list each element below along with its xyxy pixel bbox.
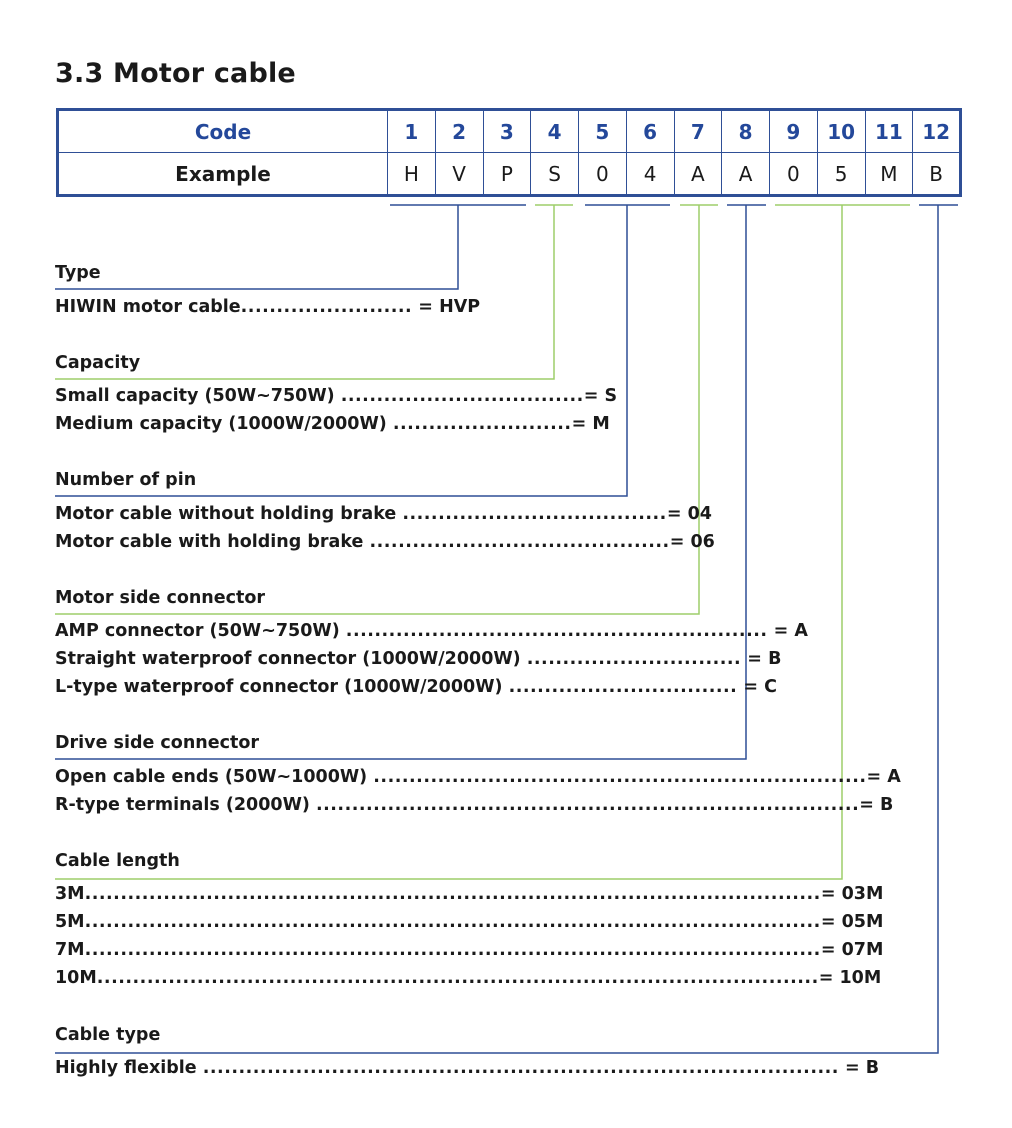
leader-dots: ......................... <box>392 414 572 434</box>
option-line <box>55 386 617 406</box>
code-position: 8 <box>722 110 770 153</box>
option-line <box>55 677 777 697</box>
option-label: Motor cable with holding brake <box>55 532 370 552</box>
option-value: = B <box>859 795 894 815</box>
option-label: L-type waterproof connector (1000W/2000W) <box>55 677 509 697</box>
option-value: = 10M <box>818 968 882 988</box>
option-label: 3M <box>55 884 85 904</box>
option-label: R-type terminals (2000W) <box>55 795 316 815</box>
option-line <box>55 795 893 815</box>
example-char: B <box>913 153 961 196</box>
example-char: 0 <box>770 153 818 196</box>
option-value: = 03M <box>820 884 884 904</box>
option-label: 10M <box>55 968 97 988</box>
option-label: 5M <box>55 912 85 932</box>
option-line <box>55 968 881 988</box>
code-position: 9 <box>770 110 818 153</box>
option-line <box>55 621 808 641</box>
code-position: 12 <box>913 110 961 153</box>
code-position: 5 <box>579 110 627 153</box>
leader-dots: ......................................................................................... <box>202 1058 839 1078</box>
option-value: = 04 <box>666 504 712 524</box>
option-line <box>55 297 480 317</box>
code-position: 2 <box>435 110 483 153</box>
leader-dots: .................................. <box>340 386 584 406</box>
code-position: 11 <box>865 110 913 153</box>
option-label: Open cable ends (50W~1000W) <box>55 767 374 787</box>
option-value: = A <box>866 767 901 787</box>
option-label: Highly flexible <box>55 1058 203 1078</box>
section-title-pin: Number of pin <box>55 470 197 490</box>
page-title: 3.3 Motor cable <box>55 58 296 89</box>
leader-dots: ........................ <box>240 297 413 317</box>
option-line <box>55 414 610 434</box>
example-char: 5 <box>817 153 865 196</box>
example-char: A <box>674 153 722 196</box>
option-value: = HVP <box>412 297 481 317</box>
leader-dots: ....................................................................................................... <box>84 912 821 932</box>
section-title-capacity: Capacity <box>55 353 141 373</box>
option-label: Small capacity (50W~750W) <box>55 386 341 406</box>
code-position: 1 <box>388 110 436 153</box>
option-label: Motor cable without holding brake <box>55 504 403 524</box>
code-position: 4 <box>531 110 579 153</box>
option-line <box>55 532 715 552</box>
option-label: 7M <box>55 940 85 960</box>
example-char: V <box>435 153 483 196</box>
example-char: P <box>483 153 531 196</box>
option-line <box>55 912 883 932</box>
code-position: 6 <box>626 110 674 153</box>
leader-dots: ..................................................................... <box>373 767 867 787</box>
option-label: HIWIN motor cable <box>55 297 241 317</box>
option-line <box>55 1058 879 1078</box>
leader-pin <box>55 205 670 496</box>
code-position: 10 <box>817 110 865 153</box>
section-title-cable-length: Cable length <box>55 851 180 871</box>
option-value: = B <box>741 649 782 669</box>
code-position: 3 <box>483 110 531 153</box>
option-value: = A <box>767 621 808 641</box>
code-position: 7 <box>674 110 722 153</box>
section-title-type: Type <box>55 263 101 283</box>
option-label: AMP connector (50W~750W) <box>55 621 346 641</box>
option-line <box>55 767 901 787</box>
option-value: = M <box>571 414 610 434</box>
option-value: = B <box>838 1058 880 1078</box>
leader-dots: ....................................................................................................... <box>84 940 821 960</box>
example-char: H <box>388 153 436 196</box>
example-row-label: Example <box>58 153 388 196</box>
option-line <box>55 940 883 960</box>
option-value: = 05M <box>820 912 884 932</box>
option-value: = S <box>583 386 618 406</box>
code-row-label: Code <box>58 110 388 153</box>
leader-dots: ....................................................................................................... <box>84 884 821 904</box>
leader-dots: ..................................................................................................... <box>96 968 819 988</box>
leader-dots: .............................. <box>526 649 742 669</box>
example-char: 0 <box>579 153 627 196</box>
leader-dots: ..................................... <box>402 504 667 524</box>
leader-motor-connector <box>55 205 718 614</box>
example-char: 4 <box>626 153 674 196</box>
example-char: A <box>722 153 770 196</box>
section-title-cable-type: Cable type <box>55 1025 161 1045</box>
section-title-drive-connector: Drive side connector <box>55 733 260 753</box>
option-value: = C <box>737 677 778 697</box>
option-line <box>55 649 781 669</box>
option-line <box>55 504 712 524</box>
option-value: = 06 <box>669 532 715 552</box>
example-char: M <box>865 153 913 196</box>
option-label: Straight waterproof connector (1000W/2000W) <box>55 649 527 669</box>
leader-dots: ............................................................................ <box>315 795 860 815</box>
section-title-motor-connector: Motor side connector <box>55 588 266 608</box>
option-value: = 07M <box>820 940 884 960</box>
option-label: Medium capacity (1000W/2000W) <box>55 414 393 434</box>
option-line <box>55 884 883 904</box>
leader-dots: .......................................... <box>369 532 670 552</box>
leader-dots: ................................ <box>508 677 738 697</box>
example-char: S <box>531 153 579 196</box>
leader-dots: ........................................................... <box>345 621 768 641</box>
leader-type <box>55 205 526 289</box>
